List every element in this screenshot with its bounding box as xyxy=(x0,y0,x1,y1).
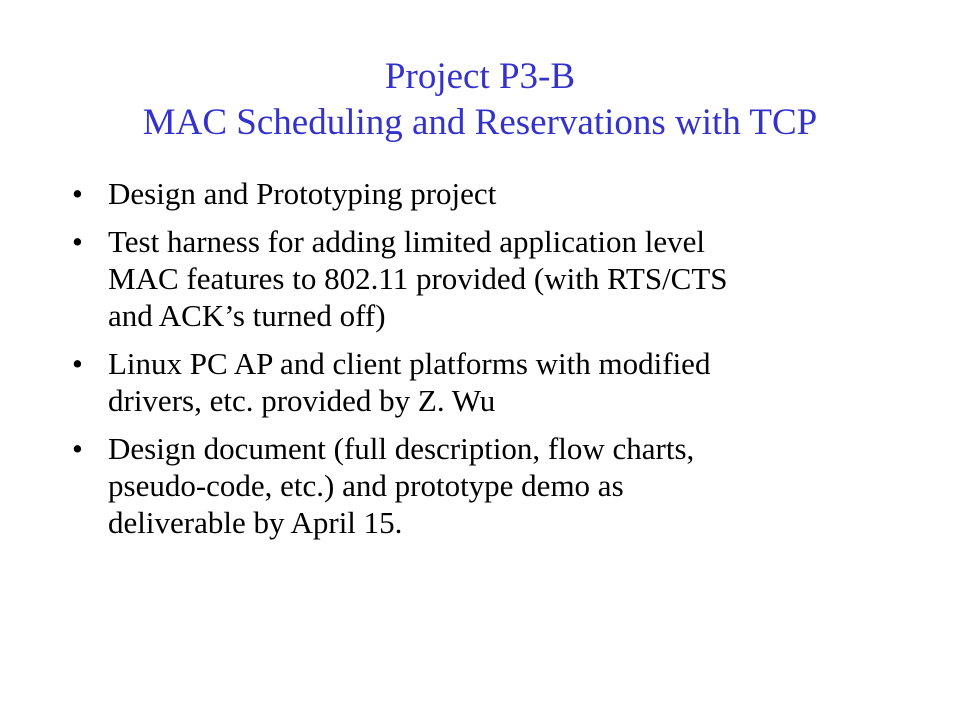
bullet-item-linux-platforms xyxy=(72,345,892,419)
bullet-text-line: Test harness for adding limited application level xyxy=(108,224,705,259)
bullet-text-line: pseudo-code, etc.) and prototype demo as xyxy=(108,468,624,503)
bullet-icon: • xyxy=(72,224,83,259)
bullet-text-line: drivers, etc. provided by Z. Wu xyxy=(108,383,496,418)
bullet-text-line: Design and Prototyping project xyxy=(108,176,497,211)
bullet-icon: • xyxy=(72,431,83,466)
bullet-item-test-harness xyxy=(72,223,892,334)
bullet-text-line: and ACK’s turned off) xyxy=(108,298,386,333)
bullet-list xyxy=(72,175,892,552)
bullet-item-design-document xyxy=(72,430,892,541)
bullet-text-line: Linux PC AP and client platforms with modified xyxy=(108,346,711,381)
bullet-item-design-prototyping xyxy=(72,175,892,212)
bullet-text-line: MAC features to 802.11 provided (with RTS/CTS xyxy=(108,261,728,296)
bullet-icon: • xyxy=(72,346,83,381)
bullet-text-line: deliverable by April 15. xyxy=(108,505,403,540)
slide-title-line-2: MAC Scheduling and Reservations with TCP xyxy=(142,102,818,143)
bullet-text-line: Design document (full description, flow charts, xyxy=(108,431,695,466)
bullet-icon: • xyxy=(72,176,83,211)
slide-title-line-1: Project P3-B xyxy=(384,56,576,97)
slide-title xyxy=(0,54,960,146)
